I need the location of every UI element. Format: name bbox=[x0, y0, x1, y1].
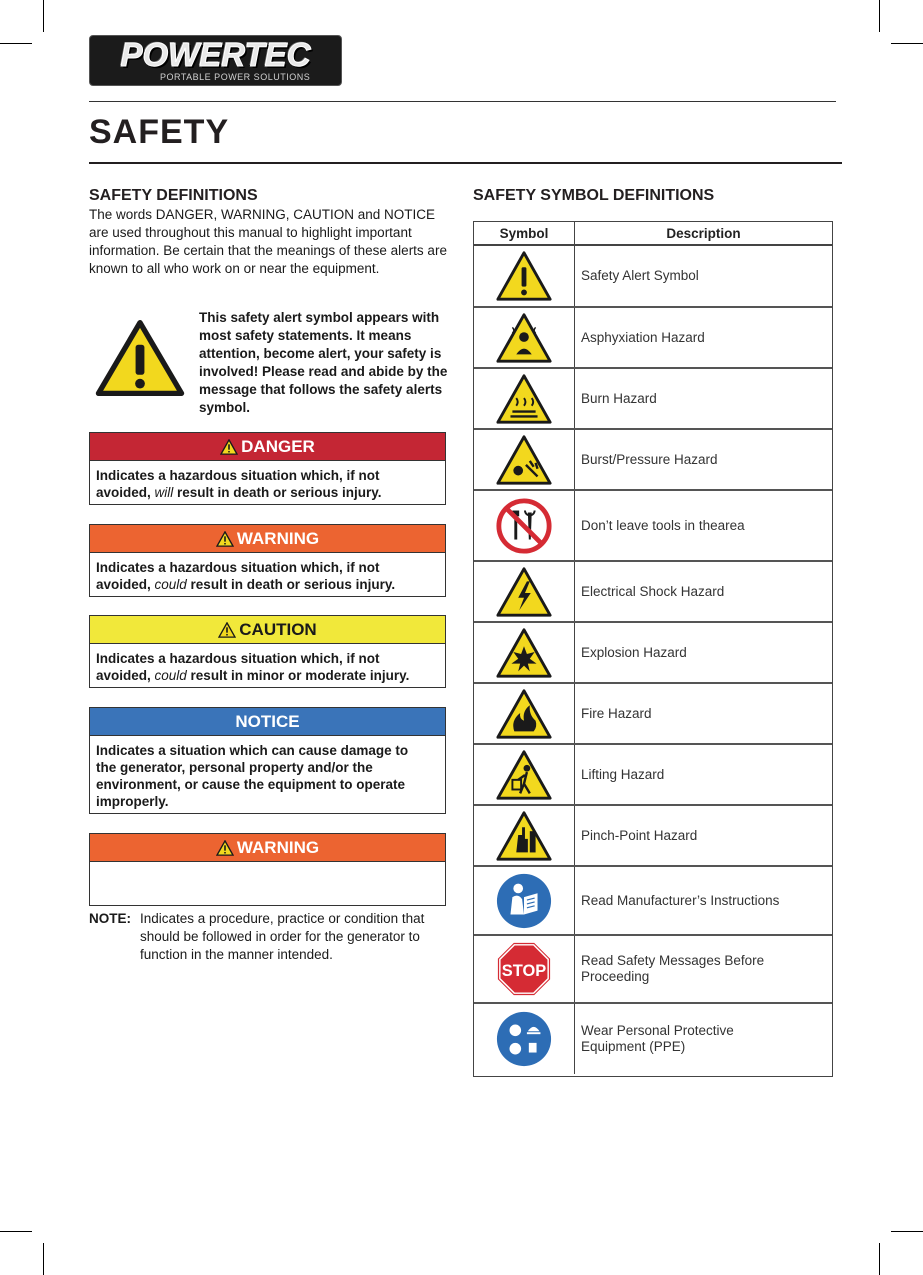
danger-box bbox=[89, 432, 446, 505]
notice-box bbox=[89, 707, 446, 814]
electrical-shock-icon bbox=[495, 565, 553, 619]
symbol-cell bbox=[474, 623, 575, 682]
symbol-description: Don’t leave tools in thearea bbox=[581, 517, 745, 533]
table-row bbox=[474, 623, 832, 684]
stop-icon bbox=[495, 939, 553, 999]
symbol-cell bbox=[474, 430, 575, 489]
note-label: NOTE: bbox=[89, 911, 131, 926]
definitions-intro: The words DANGER, WARNING, CAUTION and NOTICE are used throughout this manual to highlight important information. Be certain that the meanings of these alerts are known to all who work on or near the equipment. bbox=[89, 207, 447, 276]
caution-text-avoided: avoided, bbox=[96, 668, 155, 683]
read-manual-icon bbox=[495, 871, 553, 931]
table-row bbox=[474, 562, 832, 623]
warning-blank-body bbox=[90, 862, 445, 874]
warning-box bbox=[89, 524, 446, 597]
header-divider bbox=[89, 101, 836, 102]
danger-text-rest: result in death or serious injury. bbox=[173, 485, 382, 500]
burst-pressure-icon bbox=[495, 433, 553, 487]
asphyxiation-icon bbox=[495, 311, 553, 365]
symbol-definitions-heading: SAFETY SYMBOL DEFINITIONS bbox=[473, 187, 715, 204]
caution-description bbox=[90, 644, 445, 690]
table-row bbox=[474, 806, 832, 867]
crop-mark bbox=[879, 0, 880, 32]
caution-text-lead: Indicates a hazardous situation which, if not bbox=[96, 651, 380, 666]
crop-mark bbox=[43, 0, 44, 32]
warning-header bbox=[90, 525, 445, 553]
caution-label: CAUTION bbox=[239, 619, 317, 639]
crop-mark bbox=[891, 1231, 923, 1232]
no-tools-icon bbox=[495, 496, 553, 556]
warning-header bbox=[90, 834, 445, 862]
symbol-description: Wear Personal Protective Equipment (PPE) bbox=[581, 1023, 734, 1054]
symbol-description: Explosion Hazard bbox=[581, 644, 687, 660]
title-divider bbox=[89, 162, 842, 164]
symbol-description: Read Safety Messages Before Proceeding bbox=[581, 953, 765, 984]
symbol-cell bbox=[474, 491, 575, 560]
warning-label: WARNING bbox=[236, 528, 320, 548]
warning-text-avoided: avoided, bbox=[96, 577, 155, 592]
table-row bbox=[474, 491, 832, 562]
symbol-description: Read Manufacturer’s Instructions bbox=[581, 892, 780, 908]
warning-text-rest: result in death or serious injury. bbox=[186, 577, 396, 592]
symbol-cell bbox=[474, 684, 575, 743]
symbol-cell bbox=[474, 308, 575, 367]
danger-text-modal: will bbox=[154, 485, 174, 500]
burn-icon bbox=[495, 372, 553, 426]
symbol-table-header bbox=[474, 222, 832, 246]
safety-alert-icon bbox=[495, 249, 553, 303]
table-row bbox=[474, 745, 832, 806]
symbol-cell bbox=[474, 806, 575, 865]
symbol-description: Lifting Hazard bbox=[581, 766, 665, 782]
caution-header bbox=[90, 616, 445, 644]
symbol-description: Fire Hazard bbox=[581, 705, 652, 721]
symbol-description: Burst/Pressure Hazard bbox=[581, 451, 718, 467]
symbol-description: Pinch-Point Hazard bbox=[581, 827, 698, 843]
caution-box bbox=[89, 615, 446, 688]
notice-description: Indicates a situation which can cause damage to the generator, personal property and/or the environment, or cause the equipment to operate improperly. bbox=[96, 743, 409, 809]
table-row bbox=[474, 1004, 832, 1074]
danger-text-avoided: avoided, bbox=[96, 485, 155, 500]
danger-label: DANGER bbox=[241, 436, 315, 456]
warning-triangle-icon bbox=[220, 439, 238, 455]
alert-symbol-explanation: This safety alert symbol appears with most safety statements. It means attention, become alert, your safety is involved! Please read and abide by the message that follows the safety alerts symbol. bbox=[199, 310, 448, 415]
caution-text-modal: could bbox=[154, 668, 187, 683]
table-row bbox=[474, 684, 832, 745]
crop-mark bbox=[43, 1243, 44, 1275]
symbol-cell bbox=[474, 1004, 575, 1074]
table-row bbox=[474, 308, 832, 369]
table-row bbox=[474, 369, 832, 430]
crop-mark bbox=[0, 1231, 32, 1232]
warning-label: WARNING bbox=[236, 837, 320, 857]
fire-icon bbox=[495, 687, 553, 741]
table-row bbox=[474, 867, 832, 936]
table-row bbox=[474, 430, 832, 491]
warning-triangle-icon bbox=[216, 840, 234, 856]
symbol-cell bbox=[474, 369, 575, 428]
symbol-cell bbox=[474, 562, 575, 621]
warning-triangle-icon bbox=[216, 531, 234, 547]
pinch-point-icon bbox=[495, 809, 553, 863]
caution-text-rest: result in minor or moderate injury. bbox=[186, 668, 410, 683]
symbol-cell bbox=[474, 867, 575, 934]
crop-mark bbox=[0, 43, 32, 44]
warning-triangle-icon bbox=[218, 622, 236, 638]
safety-alert-icon bbox=[95, 320, 185, 396]
logo-tagline: PORTABLE POWER SOLUTIONS bbox=[160, 72, 311, 82]
logo-wordmark: POWERTEC bbox=[120, 36, 311, 73]
danger-text-lead: Indicates a hazardous situation which, if not bbox=[96, 468, 380, 483]
page-title: SAFETY bbox=[89, 113, 230, 151]
symbol-description: Burn Hazard bbox=[581, 390, 657, 406]
symbol-description: Asphyxiation Hazard bbox=[581, 329, 705, 345]
table-row bbox=[474, 936, 832, 1004]
symbol-cell bbox=[474, 745, 575, 804]
symbol-cell bbox=[474, 936, 575, 1002]
symbol-cell bbox=[474, 246, 575, 306]
symbol-column-header: Symbol bbox=[474, 222, 575, 244]
warning-box-blank bbox=[89, 833, 446, 906]
lifting-icon bbox=[495, 748, 553, 802]
warning-description bbox=[90, 553, 445, 599]
description-column-header: Description bbox=[666, 225, 741, 241]
note-text: Indicates a procedure, practice or condition that should be followed in order for the generator to function in the manner intended. bbox=[140, 911, 425, 962]
notice-label: NOTICE bbox=[235, 711, 300, 731]
danger-description bbox=[90, 461, 445, 507]
symbol-table bbox=[473, 221, 833, 1077]
table-row bbox=[474, 246, 832, 308]
symbol-description: Safety Alert Symbol bbox=[581, 268, 699, 283]
ppe-icon bbox=[495, 1009, 553, 1069]
explosion-icon bbox=[495, 626, 553, 680]
safety-definitions-heading: SAFETY DEFINITIONS bbox=[89, 187, 258, 204]
symbol-description: Electrical Shock Hazard bbox=[581, 583, 725, 599]
crop-mark bbox=[879, 1243, 880, 1275]
brand-logo bbox=[89, 35, 342, 86]
crop-mark bbox=[891, 43, 923, 44]
warning-text-modal: could bbox=[154, 577, 187, 592]
danger-header bbox=[90, 433, 445, 461]
warning-text-lead: Indicates a hazardous situation which, if not bbox=[96, 560, 380, 575]
stop-sign-text: STOP bbox=[501, 961, 547, 980]
notice-header bbox=[90, 708, 445, 736]
